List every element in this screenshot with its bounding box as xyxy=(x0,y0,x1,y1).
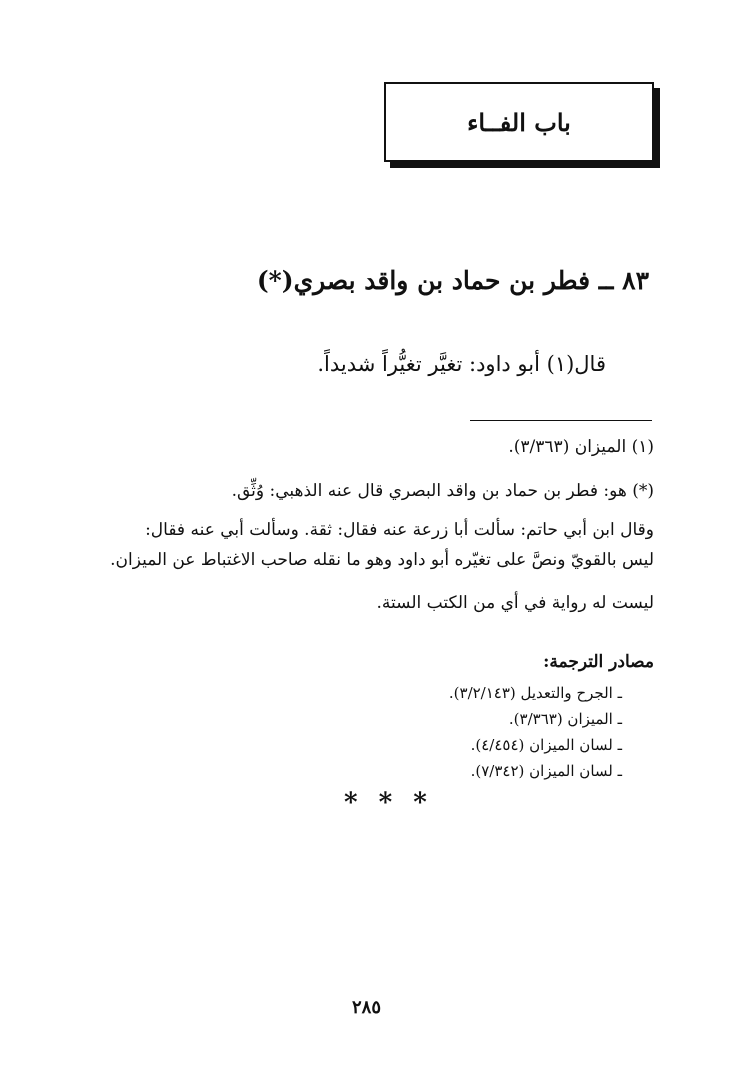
source-item: ـ الميزان (٣/٣٦٣). xyxy=(508,710,622,728)
source-item: ـ الجرح والتعديل (٣/٢/١٤٣). xyxy=(448,684,622,702)
section-separator: * * * xyxy=(344,788,433,818)
entry-quote: قال(١) أبو داود: تغيَّر تغيُّراً شديداً. xyxy=(317,352,606,376)
footnote-paragraph-line-3: ليست له رواية في أي من الكتب الستة. xyxy=(376,593,654,613)
chapter-title: باب الفــاء xyxy=(467,107,571,137)
footnote-divider xyxy=(470,420,652,421)
sources-heading: مصادر الترجمة: xyxy=(543,652,654,672)
footnote-paragraph-line-2: ليس بالقويّ ونصَّ على تغيّره أبو داود وهو ما نقله صاحب الاغتباط عن الميزان. xyxy=(110,550,654,570)
source-item: ـ لسان الميزان (٤/٤٥٤). xyxy=(470,736,622,754)
footnote-star: (*) هو: فطر بن حماد بن واقد البصري قال عنه الذهبي: وُثِّق. xyxy=(231,481,654,501)
page-number: ٢٨٥ xyxy=(352,997,382,1018)
footnote-paragraph-line-1: وقال ابن أبي حاتم: سألت أبا زرعة عنه فقال: ثقة. وسألت أبي عنه فقال: xyxy=(145,520,654,540)
chapter-title-box xyxy=(384,82,654,162)
source-item: ـ لسان الميزان (٧/٣٤٢). xyxy=(470,762,622,780)
footnote-1: (١) الميزان (٣/٣٦٣). xyxy=(508,437,654,457)
entry-heading: ٨٣ ــ فطر بن حماد بن واقد بصري(*) xyxy=(256,266,649,295)
